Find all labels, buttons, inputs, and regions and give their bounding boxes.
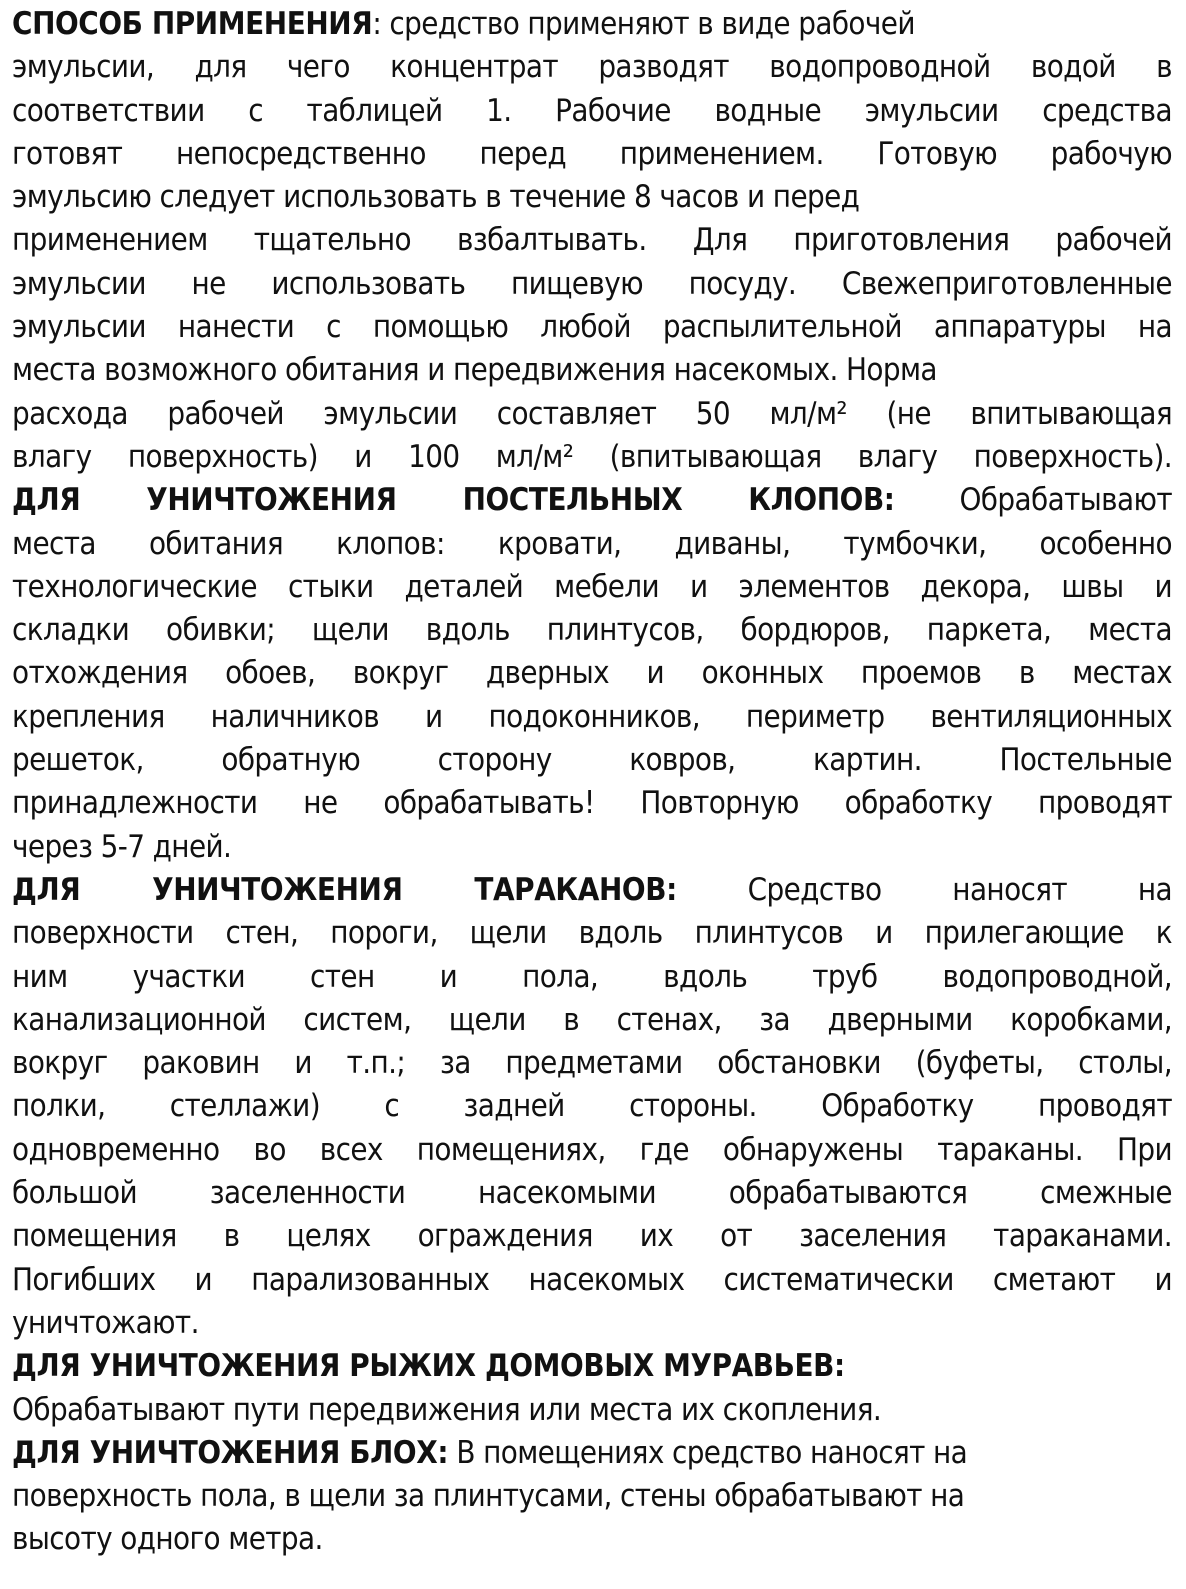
text-line: эмульсию следует использовать в течение 8 часов и перед <box>12 179 860 216</box>
text-line: высоту одного метра. <box>12 1521 323 1558</box>
text-line: большой заселенности насекомыми обрабатываются смежные <box>12 1175 1172 1212</box>
text-line: вокруг раковин и т.п.; за предметами обстановки (буфеты, столы, <box>12 1045 1172 1082</box>
text-line: через 5-7 дней. <box>12 828 232 865</box>
text-run: Средство наносят на <box>676 871 1172 908</box>
section-heading: ДЛЯ УНИЧТОЖЕНИЯ ПОСТЕЛЬНЫХ КЛОПОВ: <box>12 482 895 519</box>
text-line <box>12 479 1172 522</box>
heading-colon: : <box>372 6 382 42</box>
text-line: эмульсии не использовать пищевую посуду. Свежеприготовленные <box>12 265 1172 302</box>
text-line: Обрабатывают пути передвижения или места их скопления. <box>12 1391 882 1428</box>
text-line <box>12 869 1172 912</box>
text-line: места обитания клопов: кровати, диваны, тумбочки, особенно <box>12 525 1172 562</box>
text-line: расхода рабочей эмульсии составляет 50 мл/м² (не впитывающая <box>12 395 1172 432</box>
text-line: эмульсии нанести с помощью любой распылительной аппаратуры на <box>12 309 1172 346</box>
text-line: Погибших и парализованных насекомых систематически сметают и <box>12 1261 1172 1298</box>
text-line: решеток, обратную сторону ковров, картин. Постельные <box>12 742 1172 779</box>
text-line: одновременно во всех помещениях, где обнаружены тараканы. При <box>12 1131 1172 1168</box>
section-heading: ДЛЯ УНИЧТОЖЕНИЯ РЫЖИХ ДОМОВЫХ МУРАВЬЕВ: <box>12 1348 845 1385</box>
section-application-method <box>12 3 1186 479</box>
text-line <box>12 3 1172 46</box>
text-line: отхождения обоев, вокруг дверных и оконных проемов в местах <box>12 655 1172 692</box>
section-bedbugs <box>12 479 1186 869</box>
text-line <box>12 1345 1172 1388</box>
text-line: полки, стеллажи) с задней стороны. Обработку проводят <box>12 1088 1172 1125</box>
text-line: применением тщательно взбалтывать. Для приготовления рабочей <box>12 222 1172 259</box>
section-heading: ДЛЯ УНИЧТОЖЕНИЯ ТАРАКАНОВ: <box>12 871 677 908</box>
section-fleas <box>12 1432 1186 1562</box>
text-line: готовят непосредственно перед применением. Готовую рабочую <box>12 135 1172 172</box>
text-line <box>12 1432 1172 1475</box>
text-line: соответствии с таблицей 1. Рабочие водные эмульсии средства <box>12 92 1172 129</box>
text-line: эмульсии, для чего концентрат разводят водопроводной водой в <box>12 49 1172 86</box>
section-heading: СПОСОБ ПРИМЕНЕНИЯ <box>12 6 373 42</box>
text-line: технологические стыки деталей мебели и элементов декора, швы и <box>12 568 1172 605</box>
text-line: поверхность пола, в щели за плинтусами, стены обрабатывают на <box>12 1478 965 1515</box>
text-line: ним участки стен и пола, вдоль труб водопроводной, <box>12 958 1172 995</box>
text-line: влагу поверхность) и 100 мл/м² (впитывающая влагу поверхность). <box>12 438 1172 475</box>
text-run: средство применяют в виде рабочей <box>381 6 915 42</box>
text-line: крепления наличников и подоконников, периметр вентиляционных <box>12 698 1172 735</box>
section-cockroaches <box>12 869 1186 1345</box>
section-ants <box>12 1345 1186 1432</box>
text-line: помещения в целях ограждения их от заселения тараканами. <box>12 1218 1172 1255</box>
section-heading: ДЛЯ УНИЧТОЖЕНИЯ БЛОХ: <box>12 1434 449 1471</box>
text-line: канализационной систем, щели в стенах, за дверными коробками, <box>12 1001 1172 1038</box>
text-line: принадлежности не обрабатывать! Повторную обработку проводят <box>12 785 1172 822</box>
text-line: поверхности стен, пороги, щели вдоль плинтусов и прилегающие к <box>12 915 1172 952</box>
text-line: уничтожают. <box>12 1304 199 1341</box>
text-run: Обрабатывают <box>894 482 1172 519</box>
text-line: места возможного обитания и передвижения насекомых. Норма <box>12 352 937 389</box>
text-run: В помещениях средство наносят на <box>448 1434 968 1471</box>
text-line: складки обивки; щели вдоль плинтусов, бордюров, паркета, места <box>12 612 1172 649</box>
